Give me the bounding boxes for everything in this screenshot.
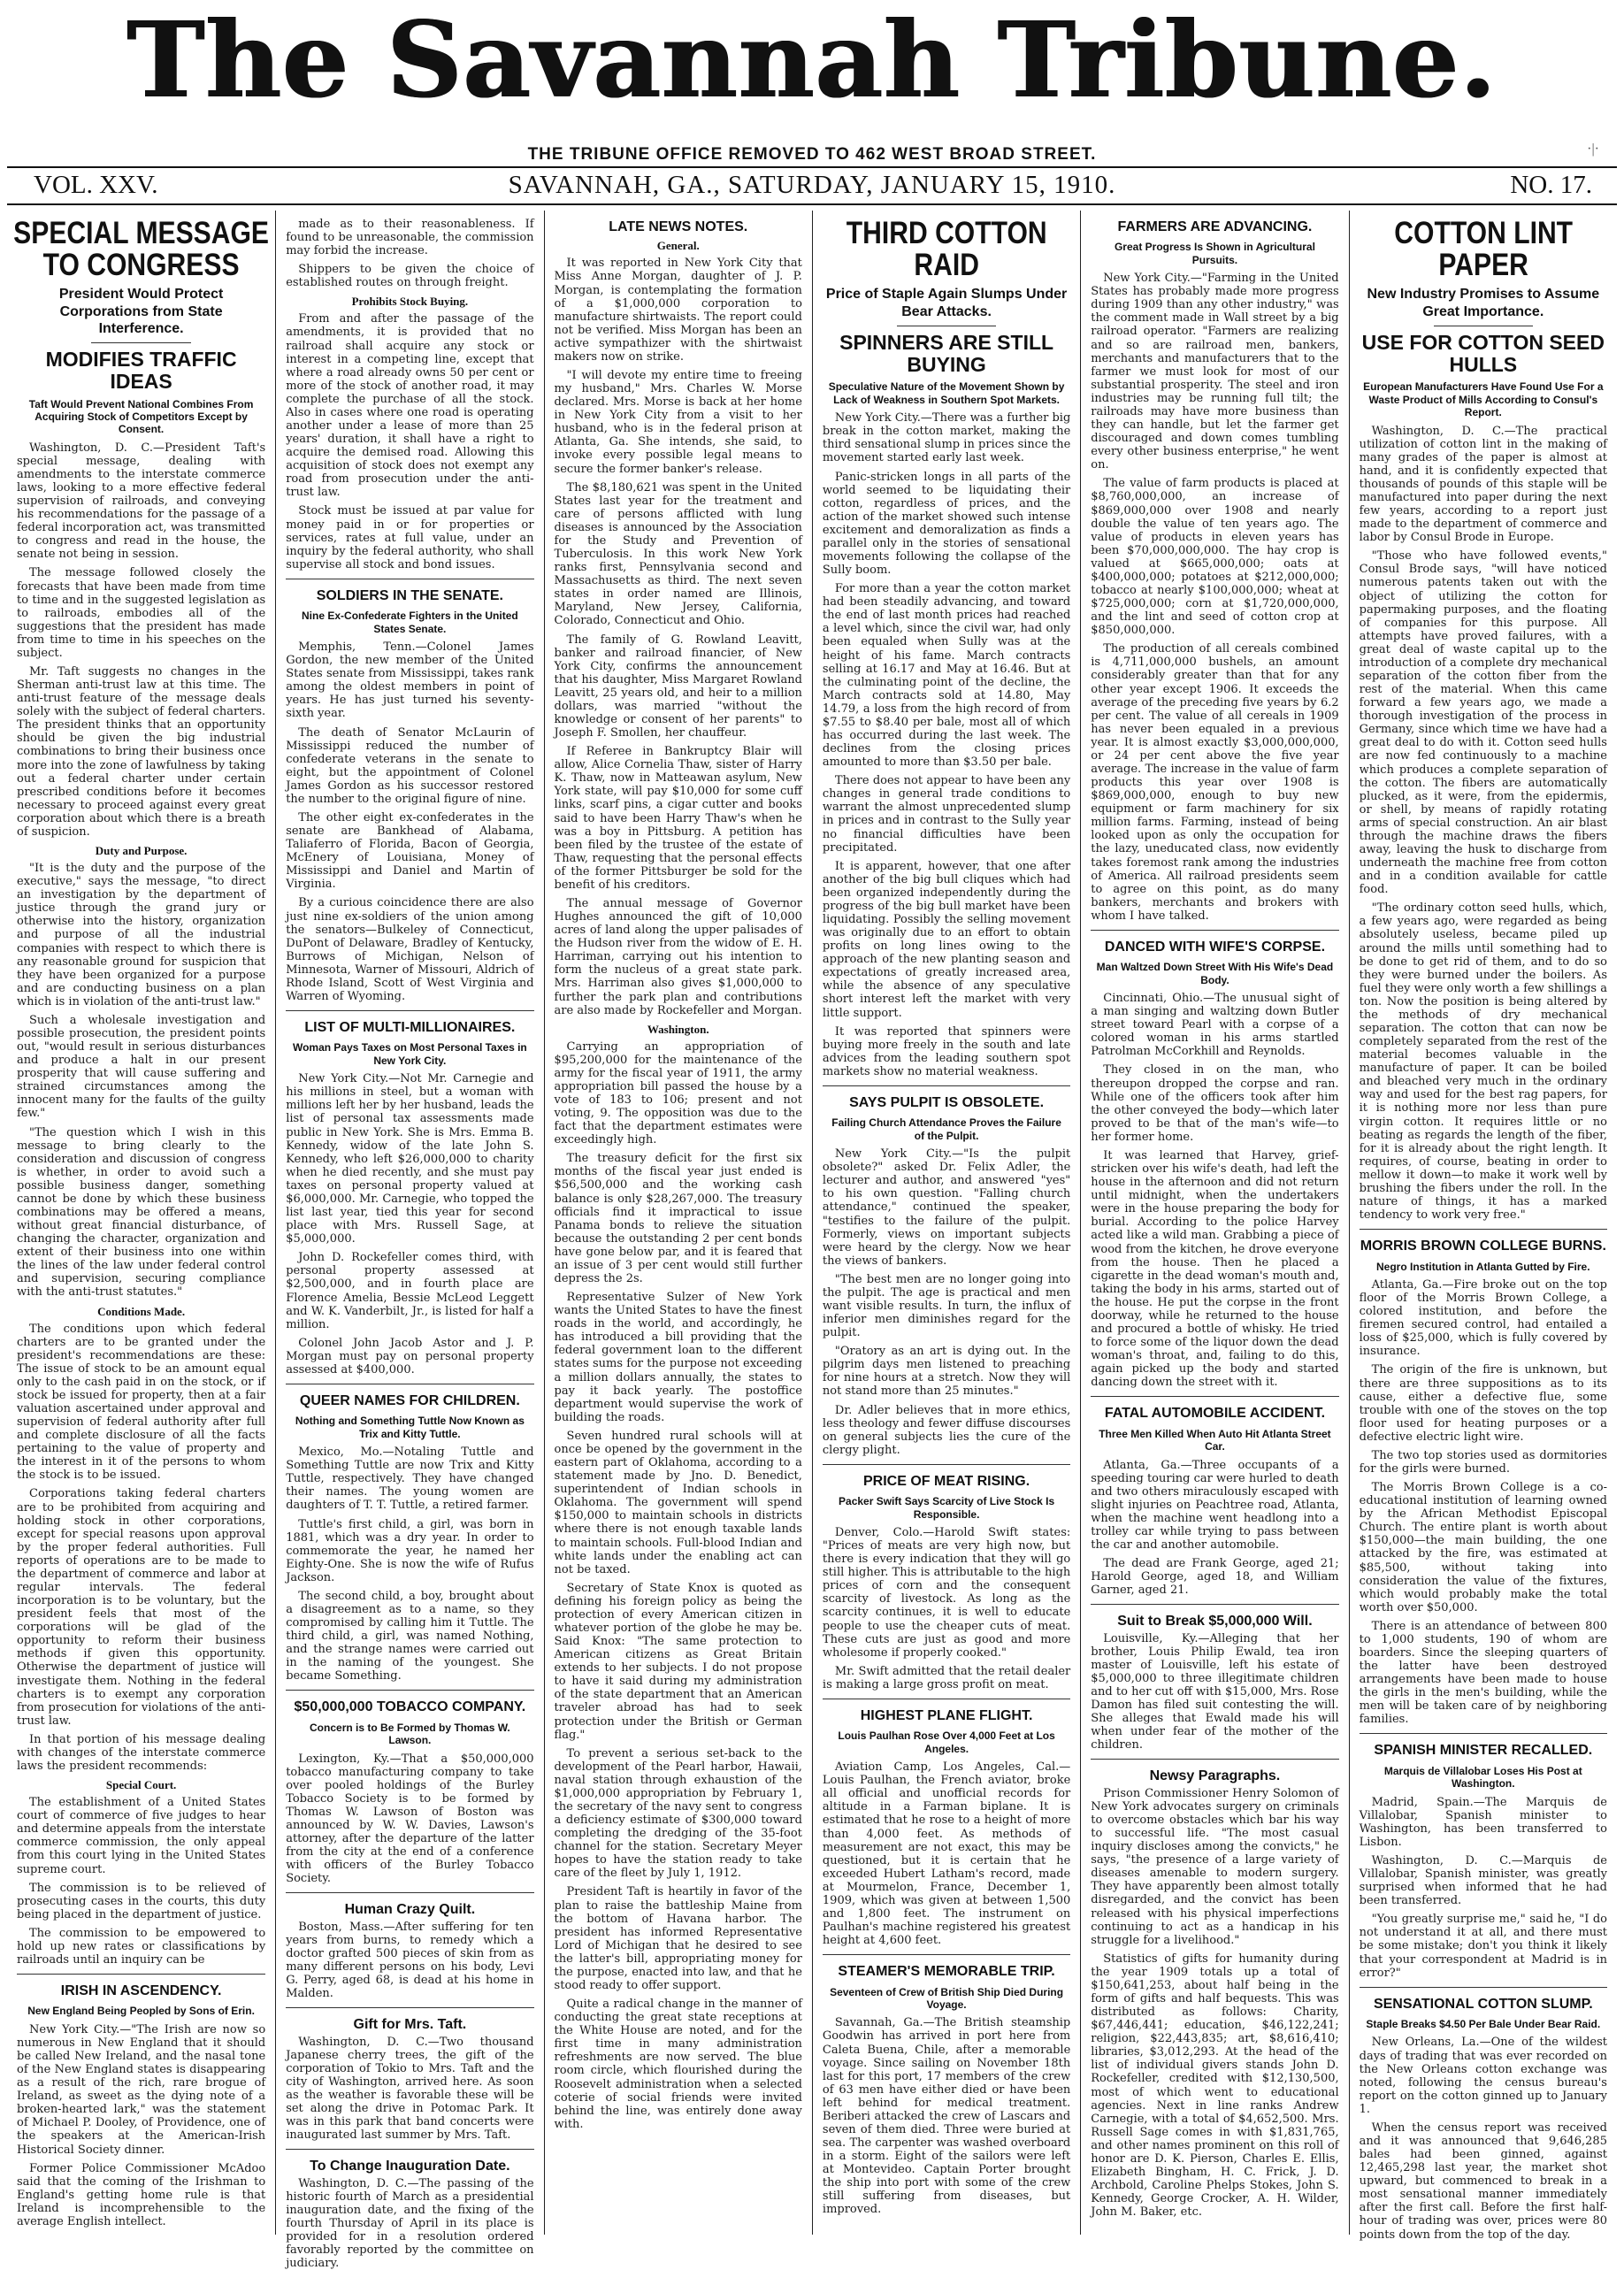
divider (91, 342, 190, 343)
paragraph: Denver, Colo.—Harold Swift states: "Prices of meats are very high now, but there is every indication that they will go still higher. This is attributable to the high prices of corn and the consequent scarcity of livestock. As long as the scarcity continues, it is well to educate people to use the cheaper cuts of meat. These cuts are just as good and more wholesome if properly cooked." (822, 1526, 1071, 1660)
paragraph: Washington, D. C.—Marquis de Villalobar, Spanish minister, was greatly surprised when informed that he had been transferred. (1359, 1853, 1607, 1908)
dateline (7, 170, 1617, 200)
column-3 (544, 211, 812, 2235)
paragraph: "Those who have followed events," Consul Brode says, "will have noticed numerous patents taken out with the object of utilizing the cotton for papermaking purposes, and the floating of companies for this purpose. All attempts have proved failures, with a great deal of waste capital up to the introduction of a complete dry mechanical separation of the cotton fiber from the rest of the material. When this came forward a few years ago, we made a thorough investigation of the process in Germany, since which time we have had a great deal to do with it. Cotton seed hulls are now fed continuously to a machine which produces a complete separation of the cotton. The fibers are automatically plucked, as it were, from the epidermis, or shell, by means of rapidly rotating arms of special construction. An air blast through the machine draws the fibers away, leaving the husk to discharge from underneath the machine free from cotton and in a condition available for cattle food. (1359, 549, 1607, 897)
paragraph: Carrying an appropriation of $95,200,000 for the maintenance of the army for the fiscal year of 1911, the army appropriation bill passed the house by a vote of 183 to 106; present and not voting, 9. The opposition was due to the fact that the department estimates were exceedingly high. (554, 1039, 802, 1147)
masthead-mark: ·|· (1587, 142, 1599, 157)
dateline-top-rule (7, 166, 1617, 168)
paragraph: The commission to be empowered to hold up new rates or classifications by railroads until an inquiry can be (17, 1926, 266, 1967)
paragraph: Panic-stricken longs in all parts of the world seemed to be liquidating their cotton, regardless of prices, and the action of the market showed such intense excitement and demoralization as finds a parallel only in the stories of sensational movements following the collapse of the Sully boom. (822, 470, 1071, 578)
paragraph: By a curious coincidence there are also just nine ex-soldiers of the union among the senators—Bulkeley of Connecticut, DuPont of Delaware, Bradley of Kentucky, Burrows of Michigan, Nelson of Minnesota, Warner of Missouri, Aldrich of Rhode Island, Scott of West Virginia and Warren of Wyoming. (286, 896, 534, 1003)
article-deck: Louis Paulhan Rose Over 4,000 Feet at Los Angeles. (838, 1729, 1055, 1755)
paragraph: Mr. Taft suggests no changes in the Sherman anti-trust law at this time. The anti-trust feature of the message deals solely with the subject of federal charters. The president thinks that an opportunity should be given the big industrial combinations to bring their business once more into the zone of lawfulness by taking out a federal charter under certain prescribed conditions before it becomes necessary to proceed against every great corporation about which there is a breath of suspicion. (17, 665, 266, 839)
article-deck: Price of Staple Again Slumps Under Bear Attacks. (825, 287, 1068, 319)
paragraph: The family of G. Rowland Leavitt, banker and railroad financier, of New York City, confirms the announcement that his daughter, Miss Margaret Rowland Leavitt, 25 years old, and heir to a million dollars, was married "without the knowledge or consent of her parents" to Joseph F. Smollen, her chauffeur. (554, 633, 802, 740)
paragraph: "Oratory as an art is dying out. In the pilgrim days men listened to preaching for nine hours at a stretch. Now they will not stand more than 25 minutes." (822, 1345, 1071, 1399)
paragraph: It was learned that Harvey, grief-stricken over his wife's death, had left the house in the afternoon and did not return until midnight, when the undertakers were in the house preparing the body for burial. According to the police Harvey acted like a wild man. Grabbing a piece of wood from the kitchen, he drove everyone from the house. Then he placed a cigarette in the dead woman's mouth and, taking the body in his arms, started out of the house. He put the corpse in the front doorway, while he returned to the house and procured a bottle of whisky. He tried to force some of the liquor down the dead woman's throat, and, failing to do this, again picked up the body and started dancing down the street with it. (1091, 1148, 1339, 1390)
paragraph: It is apparent, however, that one after another of the big bull cliques which had been organized independently during the progress of the big bull market have been liquidating. Possibly the selling movement was originally due to an effort to obtain profits on long lines owing to the approach of the new planting season and expectations of greatly increased area, while the absence of any speculative short interest left the market with very little support. (822, 859, 1071, 1020)
paragraph: Atlanta, Ga.—Fire broke out on the top floor of the Morris Brown College, a colored institution, and before the firemen secured control, had entailed a loss of $25,000, which is fully covered by insurance. (1359, 1277, 1607, 1359)
paragraph: The conditions upon which federal charters are to be granted under the president's recommendations are these: The issue of stock to be an amount equal only to the cash paid in on the stock, or if stock be issued for property, then at a fair valuation ascertained under approval and supervision of federal authority after full and complete disclosure of all the facts pertaining to the value of property and the interest in it of the persons to whom the stock is to be issued. (17, 1322, 266, 1483)
article-headline: THIRD COTTON RAID (846, 216, 1047, 282)
paragraph: When the census report was received and it was announced that 9,646,285 bales had been ginned, against 12,465,298 last year, the market shot upward, but commenced to break in a most sensational manner immediately after the first call. Before the first half-hour of trading was over, prices were 80 points down from the top of the day. (1359, 2120, 1607, 2242)
article-deck: Failing Church Attendance Proves the Failure of the Pulpit. (831, 1116, 1061, 1142)
paragraph: For more than a year the cotton market had been steadily advancing, and toward the end of last month prices had reached a level which, since the civil war, had only been equaled when Sully was at the height of his fame. March contracts selling at 16.17 and May at 16.46. But at the culminating point of the decline, the March contracts sold at 14.80, May 14.79, a loss from the high record of from $7.55 to $8.40 per bale, most all of which has occurred during the last week. The declines from the closing prices amounted to more than $3.50 per bale. (822, 582, 1071, 770)
paragraph: New York City.—There was a further big break in the cotton market, making the third sensational slump in prices since the movement started early last week. (822, 411, 1071, 465)
paragraph: made as to their reasonableness. If found to be unreasonable, the commission may forbid the increase. (286, 218, 534, 258)
paragraph: It was reported in New York City that Miss Anne Morgan, daughter of J. P. Morgan, is contemplating the formation of a $1,000,000 corporation to manufacture shirtwaists. The report could not be verified. Miss Morgan has been an active sympathizer with the shirtwaist makers now on strike. (554, 257, 802, 364)
paragraph: Louisville, Ky.—Alleging that her brother, Louis Philip Ewald, tea iron master of Louisville, left his estate of $5,000,000 to three illegitimate children and to her cut off with $15,000, Mrs. Rose Damon has filed suit contesting the will. She alleges that Ewald made his will when under fear of the mother of the children. (1091, 1631, 1339, 1752)
article-deck: New Industry Promises to Assume Great Importance. (1367, 287, 1600, 319)
article-headline: SOLDIERS IN THE SENATE. (316, 587, 503, 603)
article-headline: Gift for Mrs. Taft. (353, 2017, 467, 2033)
dateline-bottom-rule (7, 203, 1617, 205)
paragraph: In that portion of his message dealing with changes of the interstate commerce laws the president recommends: (17, 1732, 266, 1774)
article-college-burns (1360, 1229, 1607, 1726)
paragraph: Savannah, Ga.—The British steamship Goodwin has arrived in port here from Caleta Buena, Chile, after a memorable voyage. Since sailing on November 18th last for this port, 17 members of the crew of 63 men have either died or have been left behind for medical treatment. Beriberi attacked the crew of Lascars and seven of them died. Three were buried at sea. The carpenter was washed overboard in a storm. Eight of the sailors were left at Montevideo. Captain Porter brought the ship into port with some of the crew still suffering from diseases, but improved. (822, 2016, 1071, 2217)
article-deck: Man Waltzed Down Street With His Wife's Dead Body. (1096, 961, 1334, 986)
article-headline: QUEER NAMES FOR CHILDREN. (299, 1392, 520, 1408)
article-headline: Suit to Break $5,000,000 Will. (1117, 1614, 1313, 1630)
article-headline: Newsy Paragraphs. (1149, 1768, 1281, 1784)
paragraph: The second child, a boy, brought about a disagreement as to a name, so they compromised by calling him it Tuttle. The third child, a girl, was named Nothing, and the strange names were carried out in the naming of the youngest. She became Something. (286, 1589, 534, 1683)
paragraph: Stock must be issued at par value for money paid in or for properties or services, rates at full value, under an inquiry by the federal authority, who shall supervise all stock and bond issues. (286, 504, 534, 571)
article-deck: Staple Breaks $4.50 Per Bale Under Bear Raid. (1366, 2018, 1601, 2031)
paragraph: New York City.—Not Mr. Carnegie and his millions in steel, but a woman with millions left her by her husband, leads the list of personal tax assessments made public in New York. She is Mrs. Emma B. Kennedy, widow of the late John S. Kennedy, who left $26,000,000 to charity when he died recently, and she must pay taxes on personal property valued at $6,000,000. Mr. Carnegie, who topped the list last year, tied this year for second place with Mrs. Russell Sage, at $5,000,000. (286, 1072, 534, 1246)
article-headline: $50,000,000 TOBACCO COMPANY. (294, 1699, 526, 1715)
paragraph: Mexico, Mo.—Notaling Tuttle and Something Tuttle are now Trix and Kitty Tuttle, respectively. They have changed their names. The young women are daughters of T. T. Tuttle, a retired farmer. (286, 1446, 534, 1513)
paragraph: New York City.—"Farming in the United States has probably made more progress during 1909 than any other industry," was the comment made in Wall street by a big railroad operator. "Farmers are realizing and so are railroad men, bankers, merchants and manufacturers that to the farmer we must look for most of our substantial prosperity. The steel and iron industries may be running full tilt; the railroads may have more business than they can handle, but let the farmer get discouraged and down comes tumbling every other business enterprise," he went on. (1091, 272, 1339, 472)
article-deck: Great Progress Is Shown in Agricultural Pursuits. (1114, 241, 1315, 266)
column-1 (7, 211, 275, 2235)
paragraph: Such a wholesale investigation and possible prosecution, the president points out, "would result in serious disturbances and produce a halt in our present prosperity that will cause suffering and strained circumstances among the innocent many for the faults of the guilty few." (17, 1013, 266, 1121)
section-subhead: Prohibits Stock Buying. (351, 295, 469, 309)
section-subhead: Special Court. (105, 1778, 177, 1792)
article-steamer-trip (823, 1954, 1070, 2216)
paragraph: The commission is to be relieved of prosecuting cases in the courts, this duty being placed in the department of justice. (17, 1881, 266, 1921)
article-headline: IRISH IN ASCENDENCY. (60, 1983, 222, 1999)
paragraph: "The best men are no longer going into the pulpit. The age is practical and men want visible results. In turn, the influx of inferior men diminishes regard for the pulpit. (822, 1272, 1071, 1340)
paragraph: New York City.—"The Irish are now so numerous in New England that it should be called New Ireland, and the nasal tone of the New England states is disappearing as a result of the rich, rare brogue of Ireland, as sweet as the dying note of a broken-hearted lark," was the statement of Michael P. Dooley, of Providence, one of the speakers at the American-Irish Historical Society dinner. (17, 2022, 266, 2157)
issue-number: NO. 17. (1510, 171, 1592, 199)
article-deck: European Manufacturers Have Found Use For a Waste Product of Mills According to Consul's Report. (1363, 380, 1604, 419)
article-suit-to-break-will (1091, 1604, 1338, 1752)
article-headline: FARMERS ARE ADVANCING. (1117, 219, 1313, 234)
column-2 (275, 211, 543, 2270)
paragraph: Mr. Swift admitted that the retail dealer is making a large gross profit on meat. (822, 1664, 1071, 1691)
article-soldiers-senate (286, 579, 533, 1003)
paragraph: Washington, D. C.—President Taft's special message, dealing with amendments to the interstate commerce laws, looking to a more effective federal supervision of railroads, and conveying his recommendations for the passage of a federal incorporation act, was transmitted to congress and read in the house, the senate not being in session. (17, 441, 266, 562)
article-headline: DANCED WITH WIFE'S CORPSE. (1104, 939, 1326, 955)
paragraph: President Taft is heartily in favor of the plan to raise the battleship Maine from the bottom of Havana harbor. The president has informed Representative Lord of Michigan that he desired to see the latter's bill, appropriating money for the purpose, enacted into law, and that he stood ready to offer support. (554, 1885, 802, 1992)
article-headline: SPECIAL MESSAGE TO CONGRESS (13, 216, 269, 282)
paragraph: Prison Commissioner Henry Solomon of New York advocates surgery on criminals to overcome obstacles which bar his way to successful life. "The most casual inquiry discloses among the convicts," he says, "the presence of a large variety of diseases amenable to modern surgery. They have apparently been almost totally disregarded, and the convict has been released with his physical imperfections continuing to act as a handicap in his struggle for a livelihood." (1091, 1786, 1339, 1947)
paragraph: Lexington, Ky.—That a $50,000,000 tobacco manufacturing company to take over pooled holdings of the Burley Tobacco Society is to be formed by Thomas W. Lawson of Boston was announced by W. W. Davies, Lawson's attorney, after the departure of the latter from the city at the end of a conference with officers of the Burley Tobacco Society. (286, 1752, 534, 1886)
paragraph: Corporations taking federal charters are to be prohibited from acquiring and holding stock in other corporations, except for special reasons upon approval by the proper federal authorities. Full reports of operations are to be made to the department of commerce and labor at regular intervals. The federal incorporation is to be voluntary, but the president feels that most of the corporations will be glad of the opportunity to reform their business methods if given this opportunity. Otherwise the department of justice will investigate them. Nothing in the federal charters is to exempt any corporation from prosecution for violations of the anti-trust law. (17, 1487, 266, 1728)
section-subhead: Conditions Made. (97, 1304, 186, 1318)
paragraph: "The question which I wish in this message to bring clearly to the consideration and discussion of congress is whether, in order to avoid such a possible business danger, something cannot be done by which these business combinations may be offered a means, without great financial disturbance, of changing the character, organization and extent of their business into one within the lines of the law under federal control and supervision, securing compliance with the anti-trust statutes." (17, 1125, 266, 1300)
article-headline: FATAL AUTOMOBILE ACCIDENT. (1104, 1406, 1326, 1422)
paragraph: The dead are Frank George, aged 21; Harold George, aged 18, and William Garner, aged 21. (1091, 1557, 1339, 1598)
column-4 (812, 211, 1080, 2235)
paragraph: Secretary of State Knox is quoted as defining his foreign policy as being the protection of every American citizen in whatever portion of the globe he may be. Said Knox: "The same protection to American citizens as Great Britain extends to her subjects. I do not propose to have it said during my administration of the state department that an American traveler abroad has had to seek protection under the British or German flag." (554, 1581, 802, 1742)
volume-number: VOL. XXV. (34, 171, 158, 199)
article-subheadline: MODIFIES TRAFFIC IDEAS (45, 347, 237, 393)
paragraph: New Orleans, La.—One of the wildest days of trading that was ever recorded on the New Orleans cotton exchange was noted, following the census bureau's report on the cotton ginned up to January 1. (1359, 2036, 1607, 2116)
paragraph: Washington, D. C.—The passing of the historic fourth of March as a presidential inauguration date, and the fixing of the fourth Thursday of April in its place is provided for in a resolution ordered favorably reported by the committee on judiciary. (286, 2176, 534, 2270)
paragraph: The establishment of a United States court of commerce of five judges to hear and determine appeals from the interstate commerce commission, the only appeal from this court lying in the United States supreme court. (17, 1796, 266, 1876)
article-subheadline: USE FOR COTTON SEED HULLS (1361, 330, 1605, 376)
article-late-news-notes (555, 219, 802, 2131)
paragraph: Madrid, Spain.—The Marquis de Villalobar, Spanish minister to Washington, has been transferred to Lisbon. (1359, 1795, 1607, 1849)
article-special-message (13, 216, 269, 1967)
article-deck: Negro Institution in Atlanta Gutted by Fire. (1376, 1260, 1590, 1273)
paragraph: To prevent a serious set-back to the development of the Pearl harbor, Hawaii, naval station through exhaustion of the $1,000,000 appropriation by February 1, the secretary of the navy sent to congress a deficiency estimate of $300,000 toward completing the dredging of the 35-foot channel for the station. Secretary Meyer hopes to have the station ready to take care of the fleet by July 1, 1912. (554, 1746, 802, 1881)
article-deck: Taft Would Prevent National Combines From Acquiring Stock of Competitors Except by Consent. (28, 397, 254, 436)
paragraph: "You greatly surprise me," said he, "I do not understand it at all, and there must be some mistake; don't you think it likely that your correspondent at Madrid is in error?" (1359, 1913, 1607, 1980)
article-headline: STEAMER'S MEMORABLE TRIP. (838, 1964, 1055, 1980)
article-headline: SAYS PULPIT IS OBSOLETE. (849, 1094, 1045, 1110)
paragraph: The death of Senator McLaurin of Mississippi reduced the number of confederate veterans in the senate to eight, but the appointment of Colonel James Gordon as his successor restored the number to the original figure of nine. (286, 725, 534, 806)
article-plane-flight (823, 1699, 1070, 1947)
article-tobacco-company (286, 1690, 533, 1885)
paragraph: From and after the passage of the amendments, it is provided that no railroad shall acquire any stock or interest in a competing line, except that where a road already owns 50 per cent or more of the stock of another road, it may complete the purchase of all the stock. Also in cases where one road is operating another under a lease of more than 25 years' duration, it shall have a right to acquire the demised road. Allowing this acquisition of stock does not exempt any road from prosecution under the anti-trust law. (286, 312, 534, 500)
article-third-cotton-raid (823, 218, 1070, 1078)
paragraph: Boston, Mass.—After suffering for ten years from burns, to remedy which a doctor grafted 500 pieces of skin from as many different persons on his body, Levi G. Perry, aged 68, is dead at his home in Malden. (286, 1920, 534, 2001)
article-headline: LIST OF MULTI-MILLIONAIRES. (304, 1020, 516, 1036)
paragraph: Dr. Adler believes that in more ethics, less theology and fewer diffuse discourses on general subjects lies the cure of the clergy plight. (822, 1403, 1071, 1457)
article-deck: Speculative Nature of the Movement Shown by Lack of Weakness in Southern Spot Markets. (828, 380, 1065, 406)
column-5 (1080, 211, 1348, 2235)
article-deck: Packer Swift Says Scarcity of Live Stock Is Responsible. (839, 1495, 1055, 1521)
article-subheadline: SPINNERS ARE STILL BUYING (839, 330, 1054, 376)
article-deck: Concern is to Be Formed by Thomas W. Lawson. (310, 1721, 510, 1747)
article-irish-ascendency (17, 1974, 265, 2228)
paragraph: Washington, D. C.—Two thousand Japanese cherry trees, the gift of the corporation of Tokio to Mrs. Taft and the city of Washington, arrived here. As soon as the weather is favorable these will be set along the drive in Potomac Park. It was in this park that band concerts were inaugurated last summer by Mrs. Taft. (286, 2035, 534, 2143)
paragraph: New York City.—"Is the pulpit obsolete?" asked Dr. Felix Adler, the lecturer and author, and answered "yes" to his own question. "Falling church attendance," continued the speaker, "testifies to the failure of the pulpit. Formerly, views on important subjects were heard by the clergy. Now we hear the views of bankers. (822, 1147, 1071, 1268)
article-headline: SENSATIONAL COTTON SLUMP. (1373, 1996, 1593, 2012)
article-cotton-slump (1360, 1987, 1607, 2242)
article-deck: President Would Protect Corporations from State Interference. (58, 287, 224, 336)
article-deck: Nine Ex-Confederate Fighters in the United States Senate. (302, 610, 518, 635)
article-danced-with-corpse (1091, 930, 1338, 1389)
section-subhead: Duty and Purpose. (95, 844, 188, 858)
paragraph: The annual message of Governor Hughes announced the gift of 10,000 acres of land along the upper palisades of the Hudson river from the widow of E. H. Harriman, carrying out his intention to form the nucleus of a great state park. Mrs. Harriman also gives $1,000,000 to further the park plan and contributions are also made by Rockefeller and Morgan. (554, 896, 802, 1017)
paragraph: Colonel John Jacob Astor and J. P. Morgan must pay on personal property assessed at $400,000. (286, 1336, 534, 1377)
article-newsy-paragraphs (1091, 1759, 1338, 2219)
newspaper-title: The Savannah Tribune. (126, 0, 1498, 121)
article-headline: SPANISH MINISTER RECALLED. (1374, 1743, 1593, 1759)
paragraph: Seven hundred rural schools will at once be opened by the government in the eastern part of Oklahoma, according to a statement made by Jno. D. Benedict, superintendent of Indian schools in Oklahoma. The government will spend $150,000 to maintain schools in districts where there is not enough taxable lands to maintain schools. Full-blood Indian and white lands under the enabling act can not be taxed. (554, 1429, 802, 1576)
issue-date: SAVANNAH, GA., SATURDAY, JANUARY 15, 1910. (508, 171, 1116, 199)
paragraph: They closed in on the man, who thereupon dropped the corpse and ran. While one of the officers took after him the other conveyed the body—which later proved to be that of the man's wife—to her former home. (1091, 1063, 1339, 1144)
article-pulpit-obsolete (823, 1085, 1070, 1457)
article-headline: MORRIS BROWN COLLEGE BURNS. (1360, 1239, 1606, 1254)
paragraph: Representative Sulzer of New York wants the United States to have the finest roads in the world, and accordingly, he has introduced a bill providing that the federal government loan to the different states sums for the purpose not exceeding a million dollars annually, the states to pay it back yearly. The postoffice department would supervise the work of building the roads. (554, 1291, 802, 1424)
article-deck: Seventeen of Crew of British Ship Died During Voyage. (830, 1985, 1064, 2011)
article-crazy-quilt (286, 1892, 533, 2000)
paragraph: The $8,180,621 was spent in the United States last year for the treatment and care of persons afflicted with lung diseases is announced by the Association for the Study and Prevention of Tuberculosis. In this work New York ranks first, Pennsylvania second and Massachusetts as third. The next seven states in order named are Illinois, Maryland, New Jersey, California, Colorado, Connecticut and Ohio. (554, 480, 802, 628)
masthead-subtitle: THE TRIBUNE OFFICE REMOVED TO 462 WEST BROAD STREET. (527, 145, 1097, 164)
paragraph: It was reported that spinners were buying more freely in the south and late advices from the leading southern spot markets show no material weakness. (822, 1024, 1071, 1078)
article-inauguration-date (286, 2149, 533, 2270)
paragraph: Shippers to be given the choice of established routes on through freight. (286, 263, 534, 290)
paragraph: The origin of the fire is unknown, but there are three suppositions as to its cause, either a defective flue, some trouble with one of the stoves on the top floor used for heating purposes or a defective electric light wire. (1359, 1363, 1607, 1444)
article-headline: HIGHEST PLANE FLIGHT. (860, 1707, 1033, 1723)
article-queer-names (286, 1384, 533, 1683)
article-headline: LATE NEWS NOTES. (609, 219, 748, 234)
article-continued (286, 218, 533, 571)
section-subhead: General. (656, 239, 700, 253)
article-deck: Marquis de Villalobar Loses His Post at Washington. (1383, 1764, 1582, 1791)
paragraph: If Referee in Bankruptcy Blair will allow, Alice Cornelia Thaw, sister of Harry K. Thaw, now in Matteawan asylum, New York state, will pay $10,000 for some cuff links, scarf pins, a cigar cutter and books said to have been Harry Thaw's when he was a boy in Pittsburg. A petition has been filed by the trustee of the estate of Thaw, requesting that the personal effects of the former Pittsburger be sold for the benefit of his creditors. (554, 745, 802, 892)
article-headline: To Change Inauguration Date. (310, 2159, 510, 2174)
paragraph: Aviation Camp, Los Angeles, Cal.—Louis Paulhan, the French aviator, broke all official and unofficial records for altitude in a Farman biplane. It is estimated that he rose to a height of more than 4,000 feet. As methods of measurement are not exact, this may be questioned, but it is certain that he exceeded Hubert Latham's record, made at Mourmelon, France, December 1, 1909, which was given at between 1,500 and 1,800 feet. The instrument on Paulhan's machine registered his greatest height at 4,600 feet. (822, 1760, 1071, 1948)
paragraph: Tuttle's first child, a girl, was born in 1881, which was a dry year. In order to commemorate the year, he named her Eighty-One. She is now the wife of Rufus Jackson. (286, 1517, 534, 1584)
article-cotton-lint-paper (1360, 218, 1607, 1222)
paragraph: Former Police Commissioner McAdoo said that the coming of the Irishman to England's getting home rule is that Ireland is incomprehensible to the average English intellect. (17, 2161, 266, 2228)
columns (7, 211, 1617, 2270)
paragraph: Quite a radical change in the manner of conducting the great state receptions at the White House are noted, and for the first time in many administration refreshments are now served. The blue room circle, which flourished during the Roosevelt administration when a selected coterie of social friends were invited behind the line, was entirely done away with. (554, 1998, 802, 2131)
article-deck: Nothing and Something Tuttle Now Known as Trix and Kitty Tuttle. (295, 1415, 525, 1440)
paragraph: Memphis, Tenn.—Colonel James Gordon, the new member of the United States senate from Mississippi, takes rank among the oldest members in point of years. He has just turned his seventy-sixth year. (286, 640, 534, 721)
paragraph: "I will devote my entire time to freeing my husband," Mrs. Charles W. Morse declared. Mrs. Morse is back at her home in New York City from a visit to her husband, who is in the federal prison at Atlanta, Ga. She intends, she said, to invoke every possible legal means to secure the former banker's release. (554, 369, 802, 476)
paragraph: John D. Rockefeller comes third, with personal property assessed at $2,500,000, and in fourth place are Florence Amelia, Bessie McLeod Leggett and W. K. Vanderbilt, Jr., is listed for half a million. (286, 1251, 534, 1331)
paragraph: Washington, D. C.—The practical utilization of cotton lint in the making of many grades of the paper is almost at hand, and it is confidently expected that thousands of pounds of this staple will be manufactured into paper during the next few years, according to a report just made to the department of commerce and labor by Consul Brode in Europe. (1359, 424, 1607, 545)
article-headline: Human Crazy Quilt. (344, 1902, 476, 1918)
paragraph: Atlanta, Ga.—Three occupants of a speeding touring car were hurled to death and two others miraculously escaped with slight injuries on Peachtree road, Atlanta, when the machine went headlong into a trolley car while trying to pass between the car and another automobile. (1091, 1458, 1339, 1552)
paragraph: The message followed closely the forecasts that have been made from time to time and in the suggested legislation as to railroads, embodies all of the suggestions that the president has made from time to time in his speeches on the subject. (17, 566, 266, 660)
paragraph: "It is the duty and the purpose of the executive," says the message, "to direct an investigation by the department of justice through the grand jury or otherwise into the history, organization and purpose of all the industrial companies with respect to which there is any reasonable ground for suspicion that they have been organized for a purpose and are conducting business on a plan which is in violation of the anti-trust law." (17, 862, 266, 1008)
column-6 (1349, 211, 1617, 2242)
article-deck: Three Men Killed When Auto Hit Atlanta Street Car. (1099, 1427, 1331, 1453)
paragraph: Statistics of gifts for humanity during the year 1909 totals up a total of $150,641,253, about half being in the form of gifts and half bequests. This was distributed as follows: Charity, $67,446,441; education, $46,122,241; religion, $22,443,835; art, $8,616,410; libraries, $3,012,293. At the head of the list of individual givers stands John D. Rockefeller, credited with $12,130,500, most of which went to educational agencies. Next in line ranks Andrew Carnegie, with a total of $4,652,500. Mrs. Russell Sage comes in with $1,831,765, and other names prominent on this roll of honor are D. K. Pierson, Charles E. Ellis, Elizabeth Bingham, H. C. Frick, J. D. Archbold, Caroline Phelps Stokes, John S. Kennedy, George Crocker, A. H. Wilder, John M. Baker, etc. (1091, 1952, 1339, 2220)
article-spanish-minister (1360, 1733, 1607, 1979)
paragraph: There does not appear to have been any changes in general trade conditions to warrant the almost unprecedented slump in prices and in contrast to the Sully year no financial difficulties have been precipitated. (822, 774, 1071, 855)
article-headline: COTTON LINT PAPER (1393, 216, 1573, 282)
paragraph: The Morris Brown College is a co-educational institution of learning owned by the African Methodist Episcopal Church. The entire plant is worth about $150,000—the main building, the one attacked by the fire, was estimated at $85,500, without taking into consideration the value of the fixtures, which would probably make the total worth over $50,000. (1359, 1481, 1607, 1614)
article-deck: Woman Pays Taxes on Most Personal Taxes in New York City. (292, 1041, 527, 1067)
article-automobile-accident (1091, 1396, 1338, 1597)
paragraph: There is an attendance of between 800 to 1,000 students, 190 of whom are boarders. Since the sleeping quarters of the latter have been destroyed arrangements have been made to house the girls in the men's building, while the men will be taken care of by neighboring families. (1359, 1619, 1607, 1727)
paragraph: The two top stories used as dormitories for the girls were burned. (1359, 1448, 1607, 1476)
paragraph: The other eight ex-confederates in the senate are Bankhead of Alabama, Taliaferro of Florida, Bacon of Georgia, McEnery of Louisiana, Money of Mississippi and Daniel and Martin of Virginia. (286, 810, 534, 892)
section-subhead: Washington. (647, 1022, 709, 1036)
paragraph: The treasury deficit for the first six months of the fiscal year just ended is $56,500,000 and the working cash balance is only $28,267,000. The treasury officials find it impractical to issue Panama bonds to relieve the situation because the outstanding 2 per cent bonds have gone below par, and it is feared that an issue of 3 per cent would still further depress the 2s. (554, 1152, 802, 1286)
article-price-of-meat (823, 1464, 1070, 1691)
article-gift-mrs-taft (286, 2007, 533, 2142)
masthead (7, 0, 1617, 164)
article-multi-millionaires (286, 1010, 533, 1377)
paragraph: Cincinnati, Ohio.—The unusual sight of a man singing and waltzing down Butler street toward Pearl with a corpse of a colored woman in his arms startled Patrolman McCorkhill and Reynolds. (1091, 992, 1339, 1059)
paragraph: The production of all cereals combined is 4,711,000,000 bushels, an amount considerably greater than that for any other year except 1906. It exceeds the average of the preceding five years by 6.2 per cent. The value of all cereals in 1909 has never been equaled in a previous year. It is almost exactly $3,000,000,000, or 24 per cent above the five year average. The increase in the value of farm products this year over 1908 is $869,000,000, enough to buy new equipment or farm machinery for six million farms. Farming, instead of being looked upon as only the occupation for the lazy, uneducated class, now evidently takes foremost rank among the industries of America. All railroad presidents seem to agree on this point, as do many bankers, merchants and brokers with whom I have talked. (1091, 642, 1339, 923)
paragraph: "The ordinary cotton seed hulls, which, a few years ago, were regarded as being absolutely useless, became piled up around the mills until something had to be done to get rid of them, and to do so they were burned under the boilers. As fuel they were only worth a few shillings a ton. Now the position is being altered by the methods of dry mechanical separation. The cotton that can now be completely separated from the rest of the material becomes valuable in the manufacture of paper. It can be boiled and bleached very much in the ordinary way and used for the best rag papers, for it is nothing more nor less than pure virgin cotton. It requires little or no beating as regards the length of the fiber, for it is already about the right length. It requires, of course, beating in order to mellow it down—to make it work well by brushing the fibers under the roll. In the nature of things, it has a marked tendency to work very free." (1359, 901, 1607, 1223)
article-deck: New England Being Peopled by Sons of Erin. (27, 2005, 255, 2018)
article-headline: PRICE OF MEAT RISING. (863, 1473, 1030, 1489)
article-farmers-advancing (1091, 219, 1338, 923)
paragraph: The value of farm products is placed at $8,760,000,000, an increase of $869,000,000 over 1908 and nearly double the value of ten years ago. The value of products in eleven years has been $70,000,000,000. The hay crop is valued at $665,000,000; oats at $400,000,000; potatoes at $212,000,000; tobacco at nearly $100,000,000; wheat at $725,000,000; corn at $1,720,000,000, and the lint and seed of cotton crop at $850,000,000. (1091, 477, 1339, 638)
